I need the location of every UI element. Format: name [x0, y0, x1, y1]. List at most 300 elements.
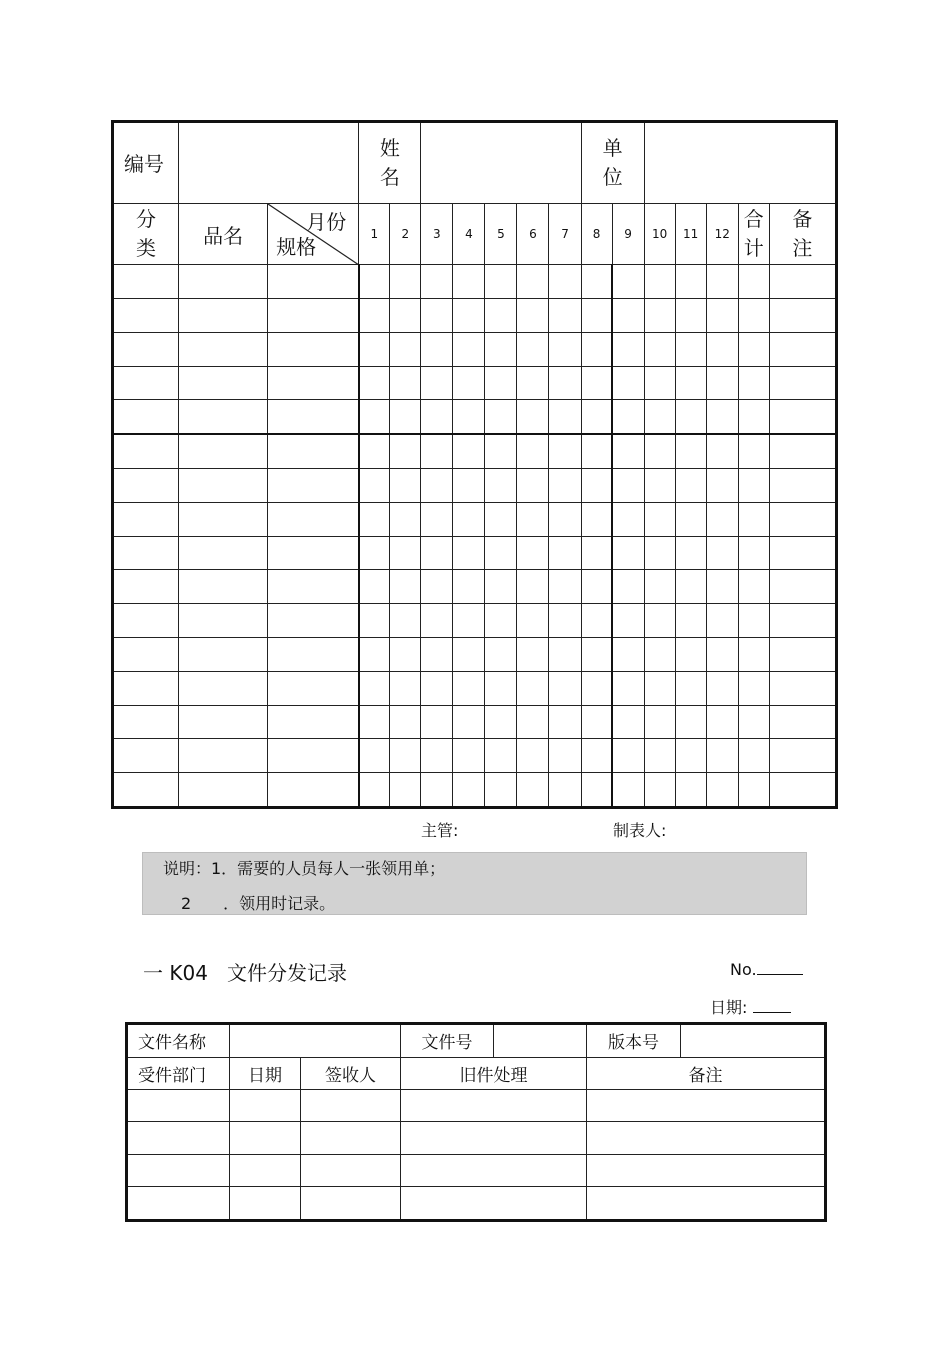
- table-cell[interactable]: [644, 434, 675, 468]
- table-cell[interactable]: [421, 773, 453, 808]
- table-cell[interactable]: [706, 434, 738, 468]
- table-cell[interactable]: [517, 536, 549, 570]
- table-cell[interactable]: [549, 332, 581, 366]
- table-cell[interactable]: [268, 671, 359, 705]
- table-cell[interactable]: [517, 739, 549, 773]
- table-cell[interactable]: [612, 604, 644, 638]
- table-cell[interactable]: [113, 400, 179, 434]
- table-cell[interactable]: [421, 434, 453, 468]
- table-cell[interactable]: [268, 400, 359, 434]
- table-cell[interactable]: [359, 332, 390, 366]
- table-cell[interactable]: [612, 773, 644, 808]
- table-cell[interactable]: [113, 434, 179, 468]
- table-cell[interactable]: [268, 739, 359, 773]
- table-cell[interactable]: [485, 299, 517, 333]
- table-cell[interactable]: [179, 400, 268, 434]
- table-cell[interactable]: [675, 299, 706, 333]
- table-cell[interactable]: [769, 400, 836, 434]
- unit-value-field[interactable]: [644, 122, 836, 204]
- table-cell[interactable]: [113, 366, 179, 400]
- table-cell[interactable]: [401, 1090, 587, 1122]
- table-cell[interactable]: [549, 434, 581, 468]
- table-cell[interactable]: [230, 1154, 301, 1186]
- table-cell[interactable]: [675, 604, 706, 638]
- table-cell[interactable]: [738, 434, 769, 468]
- table-cell[interactable]: [268, 332, 359, 366]
- table-cell[interactable]: [706, 773, 738, 808]
- table-cell[interactable]: [644, 400, 675, 434]
- table-cell[interactable]: [401, 1122, 587, 1154]
- table-cell[interactable]: [301, 1122, 401, 1154]
- table-cell[interactable]: [549, 570, 581, 604]
- table-cell[interactable]: [268, 604, 359, 638]
- table-cell[interactable]: [453, 502, 485, 536]
- table-cell[interactable]: [581, 400, 612, 434]
- table-cell[interactable]: [359, 265, 390, 299]
- table-cell[interactable]: [549, 265, 581, 299]
- table-cell[interactable]: [179, 332, 268, 366]
- table-cell[interactable]: [612, 637, 644, 671]
- table-cell[interactable]: [738, 570, 769, 604]
- table-cell[interactable]: [517, 400, 549, 434]
- table-cell[interactable]: [113, 773, 179, 808]
- table-cell[interactable]: [549, 502, 581, 536]
- table-cell[interactable]: [738, 705, 769, 739]
- table-cell[interactable]: [549, 671, 581, 705]
- table-cell[interactable]: [113, 671, 179, 705]
- table-cell[interactable]: [179, 366, 268, 400]
- table-cell[interactable]: [738, 400, 769, 434]
- table-cell[interactable]: [390, 265, 421, 299]
- table-cell[interactable]: [581, 366, 612, 400]
- table-cell[interactable]: [485, 434, 517, 468]
- table-cell[interactable]: [179, 469, 268, 503]
- table-cell[interactable]: [581, 434, 612, 468]
- table-cell[interactable]: [644, 366, 675, 400]
- table-cell[interactable]: [390, 502, 421, 536]
- table-cell[interactable]: [113, 265, 179, 299]
- table-cell[interactable]: [675, 570, 706, 604]
- table-cell[interactable]: [549, 637, 581, 671]
- table-cell[interactable]: [268, 502, 359, 536]
- table-cell[interactable]: [581, 671, 612, 705]
- table-cell[interactable]: [706, 671, 738, 705]
- table-cell[interactable]: [706, 299, 738, 333]
- table-cell[interactable]: [453, 671, 485, 705]
- table-cell[interactable]: [453, 299, 485, 333]
- table-cell[interactable]: [644, 739, 675, 773]
- table-cell[interactable]: [644, 332, 675, 366]
- table-cell[interactable]: [390, 366, 421, 400]
- table-cell[interactable]: [738, 469, 769, 503]
- table-cell[interactable]: [549, 739, 581, 773]
- table-cell[interactable]: [644, 536, 675, 570]
- table-cell[interactable]: [581, 739, 612, 773]
- table-cell[interactable]: [390, 773, 421, 808]
- table-cell[interactable]: [268, 536, 359, 570]
- table-cell[interactable]: [644, 637, 675, 671]
- table-cell[interactable]: [675, 705, 706, 739]
- table-cell[interactable]: [549, 604, 581, 638]
- table-cell[interactable]: [453, 570, 485, 604]
- table-cell[interactable]: [769, 671, 836, 705]
- table-cell[interactable]: [612, 536, 644, 570]
- table-cell[interactable]: [587, 1090, 826, 1122]
- table-cell[interactable]: [644, 671, 675, 705]
- table-cell[interactable]: [485, 502, 517, 536]
- table-cell[interactable]: [517, 570, 549, 604]
- table-cell[interactable]: [706, 570, 738, 604]
- table-cell[interactable]: [738, 299, 769, 333]
- table-cell[interactable]: [738, 332, 769, 366]
- table-cell[interactable]: [587, 1154, 826, 1186]
- table-cell[interactable]: [113, 536, 179, 570]
- table-cell[interactable]: [612, 671, 644, 705]
- table-cell[interactable]: [769, 332, 836, 366]
- table-cell[interactable]: [675, 434, 706, 468]
- table-cell[interactable]: [453, 265, 485, 299]
- table-cell[interactable]: [581, 705, 612, 739]
- table-cell[interactable]: [581, 502, 612, 536]
- table-cell[interactable]: [675, 739, 706, 773]
- table-cell[interactable]: [179, 434, 268, 468]
- file-no-field[interactable]: [494, 1024, 587, 1058]
- table-cell[interactable]: [517, 265, 549, 299]
- table-cell[interactable]: [453, 773, 485, 808]
- file-name-field[interactable]: [230, 1024, 401, 1058]
- table-cell[interactable]: [612, 739, 644, 773]
- table-cell[interactable]: [301, 1154, 401, 1186]
- table-cell[interactable]: [421, 604, 453, 638]
- table-cell[interactable]: [581, 536, 612, 570]
- table-cell[interactable]: [268, 705, 359, 739]
- table-cell[interactable]: [612, 400, 644, 434]
- table-cell[interactable]: [644, 604, 675, 638]
- table-cell[interactable]: [390, 536, 421, 570]
- table-cell[interactable]: [587, 1122, 826, 1154]
- table-cell[interactable]: [706, 705, 738, 739]
- table-cell[interactable]: [706, 637, 738, 671]
- name-value-field[interactable]: [421, 122, 581, 204]
- table-cell[interactable]: [453, 536, 485, 570]
- table-cell[interactable]: [549, 536, 581, 570]
- table-cell[interactable]: [421, 469, 453, 503]
- table-cell[interactable]: [769, 739, 836, 773]
- table-cell[interactable]: [675, 637, 706, 671]
- table-cell[interactable]: [706, 366, 738, 400]
- table-cell[interactable]: [421, 265, 453, 299]
- table-cell[interactable]: [485, 773, 517, 808]
- table-cell[interactable]: [453, 400, 485, 434]
- table-cell[interactable]: [390, 705, 421, 739]
- table-cell[interactable]: [359, 502, 390, 536]
- doc-date-field[interactable]: [753, 998, 791, 1013]
- table-cell[interactable]: [612, 265, 644, 299]
- table-cell[interactable]: [230, 1122, 301, 1154]
- table-cell[interactable]: [421, 366, 453, 400]
- table-cell[interactable]: [390, 332, 421, 366]
- table-cell[interactable]: [230, 1187, 301, 1221]
- table-cell[interactable]: [421, 400, 453, 434]
- table-cell[interactable]: [706, 469, 738, 503]
- table-cell[interactable]: [127, 1122, 230, 1154]
- table-cell[interactable]: [485, 637, 517, 671]
- table-cell[interactable]: [453, 434, 485, 468]
- table-cell[interactable]: [485, 705, 517, 739]
- table-cell[interactable]: [359, 536, 390, 570]
- table-cell[interactable]: [179, 265, 268, 299]
- table-cell[interactable]: [359, 604, 390, 638]
- table-cell[interactable]: [390, 299, 421, 333]
- table-cell[interactable]: [359, 739, 390, 773]
- table-cell[interactable]: [581, 773, 612, 808]
- table-cell[interactable]: [738, 502, 769, 536]
- table-cell[interactable]: [390, 671, 421, 705]
- table-cell[interactable]: [612, 502, 644, 536]
- table-cell[interactable]: [301, 1187, 401, 1221]
- table-cell[interactable]: [421, 536, 453, 570]
- table-cell[interactable]: [179, 705, 268, 739]
- table-cell[interactable]: [113, 299, 179, 333]
- table-cell[interactable]: [359, 705, 390, 739]
- table-cell[interactable]: [644, 502, 675, 536]
- table-cell[interactable]: [179, 502, 268, 536]
- table-cell[interactable]: [113, 705, 179, 739]
- table-cell[interactable]: [359, 671, 390, 705]
- table-cell[interactable]: [769, 773, 836, 808]
- table-cell[interactable]: [517, 469, 549, 503]
- table-cell[interactable]: [359, 570, 390, 604]
- id-value-field[interactable]: [179, 122, 359, 204]
- table-cell[interactable]: [113, 739, 179, 773]
- table-cell[interactable]: [644, 469, 675, 503]
- table-cell[interactable]: [769, 604, 836, 638]
- table-cell[interactable]: [581, 332, 612, 366]
- table-cell[interactable]: [675, 536, 706, 570]
- table-cell[interactable]: [127, 1090, 230, 1122]
- table-cell[interactable]: [179, 773, 268, 808]
- table-cell[interactable]: [738, 637, 769, 671]
- table-cell[interactable]: [612, 332, 644, 366]
- table-cell[interactable]: [549, 366, 581, 400]
- table-cell[interactable]: [179, 570, 268, 604]
- table-cell[interactable]: [675, 469, 706, 503]
- table-cell[interactable]: [769, 434, 836, 468]
- table-cell[interactable]: [127, 1187, 230, 1221]
- table-cell[interactable]: [359, 637, 390, 671]
- table-cell[interactable]: [612, 705, 644, 739]
- table-cell[interactable]: [769, 705, 836, 739]
- table-cell[interactable]: [127, 1154, 230, 1186]
- table-cell[interactable]: [675, 265, 706, 299]
- table-cell[interactable]: [359, 434, 390, 468]
- table-cell[interactable]: [268, 434, 359, 468]
- table-cell[interactable]: [769, 637, 836, 671]
- table-cell[interactable]: [706, 739, 738, 773]
- table-cell[interactable]: [706, 400, 738, 434]
- table-cell[interactable]: [421, 299, 453, 333]
- table-cell[interactable]: [517, 637, 549, 671]
- table-cell[interactable]: [113, 332, 179, 366]
- table-cell[interactable]: [738, 604, 769, 638]
- table-cell[interactable]: [268, 469, 359, 503]
- table-cell[interactable]: [113, 637, 179, 671]
- table-cell[interactable]: [738, 739, 769, 773]
- table-cell[interactable]: [769, 570, 836, 604]
- table-cell[interactable]: [549, 400, 581, 434]
- table-cell[interactable]: [485, 469, 517, 503]
- table-cell[interactable]: [390, 637, 421, 671]
- table-cell[interactable]: [453, 332, 485, 366]
- table-cell[interactable]: [301, 1090, 401, 1122]
- table-cell[interactable]: [675, 332, 706, 366]
- table-cell[interactable]: [581, 637, 612, 671]
- table-cell[interactable]: [612, 434, 644, 468]
- table-cell[interactable]: [581, 604, 612, 638]
- table-cell[interactable]: [517, 705, 549, 739]
- table-cell[interactable]: [390, 570, 421, 604]
- table-cell[interactable]: [769, 502, 836, 536]
- table-cell[interactable]: [517, 671, 549, 705]
- table-cell[interactable]: [644, 705, 675, 739]
- table-cell[interactable]: [581, 265, 612, 299]
- table-cell[interactable]: [706, 502, 738, 536]
- table-cell[interactable]: [485, 570, 517, 604]
- table-cell[interactable]: [390, 604, 421, 638]
- table-cell[interactable]: [769, 536, 836, 570]
- table-cell[interactable]: [179, 299, 268, 333]
- table-cell[interactable]: [706, 604, 738, 638]
- table-cell[interactable]: [421, 502, 453, 536]
- table-cell[interactable]: [359, 400, 390, 434]
- table-cell[interactable]: [453, 705, 485, 739]
- table-cell[interactable]: [179, 604, 268, 638]
- table-cell[interactable]: [179, 671, 268, 705]
- table-cell[interactable]: [549, 469, 581, 503]
- table-cell[interactable]: [485, 536, 517, 570]
- table-cell[interactable]: [738, 773, 769, 808]
- table-cell[interactable]: [485, 400, 517, 434]
- version-field[interactable]: [681, 1024, 826, 1058]
- table-cell[interactable]: [453, 637, 485, 671]
- table-cell[interactable]: [485, 332, 517, 366]
- table-cell[interactable]: [113, 469, 179, 503]
- table-cell[interactable]: [675, 671, 706, 705]
- table-cell[interactable]: [401, 1154, 587, 1186]
- table-cell[interactable]: [268, 299, 359, 333]
- table-cell[interactable]: [769, 366, 836, 400]
- table-cell[interactable]: [675, 773, 706, 808]
- table-cell[interactable]: [359, 366, 390, 400]
- table-cell[interactable]: [268, 366, 359, 400]
- table-cell[interactable]: [113, 502, 179, 536]
- table-cell[interactable]: [612, 299, 644, 333]
- table-cell[interactable]: [390, 739, 421, 773]
- table-cell[interactable]: [517, 434, 549, 468]
- table-cell[interactable]: [485, 671, 517, 705]
- table-cell[interactable]: [453, 366, 485, 400]
- table-cell[interactable]: [675, 502, 706, 536]
- table-cell[interactable]: [706, 332, 738, 366]
- table-cell[interactable]: [644, 299, 675, 333]
- table-cell[interactable]: [390, 400, 421, 434]
- table-cell[interactable]: [453, 739, 485, 773]
- table-cell[interactable]: [421, 671, 453, 705]
- table-cell[interactable]: [587, 1187, 826, 1221]
- table-cell[interactable]: [453, 469, 485, 503]
- table-cell[interactable]: [549, 773, 581, 808]
- table-cell[interactable]: [738, 536, 769, 570]
- table-cell[interactable]: [769, 469, 836, 503]
- table-cell[interactable]: [390, 434, 421, 468]
- table-cell[interactable]: [113, 570, 179, 604]
- table-cell[interactable]: [517, 502, 549, 536]
- table-cell[interactable]: [421, 705, 453, 739]
- table-cell[interactable]: [769, 299, 836, 333]
- table-cell[interactable]: [769, 265, 836, 299]
- table-cell[interactable]: [517, 299, 549, 333]
- table-cell[interactable]: [485, 265, 517, 299]
- table-cell[interactable]: [549, 705, 581, 739]
- table-cell[interactable]: [644, 570, 675, 604]
- table-cell[interactable]: [738, 366, 769, 400]
- table-cell[interactable]: [738, 265, 769, 299]
- table-cell[interactable]: [113, 604, 179, 638]
- table-cell[interactable]: [706, 536, 738, 570]
- table-cell[interactable]: [179, 739, 268, 773]
- table-cell[interactable]: [359, 469, 390, 503]
- table-cell[interactable]: [517, 332, 549, 366]
- table-cell[interactable]: [179, 536, 268, 570]
- table-cell[interactable]: [268, 570, 359, 604]
- table-cell[interactable]: [268, 637, 359, 671]
- table-cell[interactable]: [453, 604, 485, 638]
- doc-number-field[interactable]: [757, 960, 803, 975]
- table-cell[interactable]: [517, 366, 549, 400]
- table-cell[interactable]: [230, 1090, 301, 1122]
- table-cell[interactable]: [581, 299, 612, 333]
- table-cell[interactable]: [738, 671, 769, 705]
- table-cell[interactable]: [644, 265, 675, 299]
- table-cell[interactable]: [359, 773, 390, 808]
- table-cell[interactable]: [517, 604, 549, 638]
- table-cell[interactable]: [485, 604, 517, 638]
- table-cell[interactable]: [612, 366, 644, 400]
- table-cell[interactable]: [612, 570, 644, 604]
- table-cell[interactable]: [612, 469, 644, 503]
- table-cell[interactable]: [359, 299, 390, 333]
- table-cell[interactable]: [581, 469, 612, 503]
- table-cell[interactable]: [485, 739, 517, 773]
- table-cell[interactable]: [675, 366, 706, 400]
- table-cell[interactable]: [706, 265, 738, 299]
- table-cell[interactable]: [675, 400, 706, 434]
- table-cell[interactable]: [581, 570, 612, 604]
- table-cell[interactable]: [390, 469, 421, 503]
- table-cell[interactable]: [421, 570, 453, 604]
- table-cell[interactable]: [485, 366, 517, 400]
- table-cell[interactable]: [268, 265, 359, 299]
- table-cell[interactable]: [401, 1187, 587, 1221]
- table-cell[interactable]: [644, 773, 675, 808]
- table-cell[interactable]: [421, 739, 453, 773]
- table-cell[interactable]: [517, 773, 549, 808]
- table-cell[interactable]: [179, 637, 268, 671]
- table-cell[interactable]: [421, 637, 453, 671]
- table-cell[interactable]: [421, 332, 453, 366]
- table-cell[interactable]: [549, 299, 581, 333]
- table-cell[interactable]: [268, 773, 359, 808]
